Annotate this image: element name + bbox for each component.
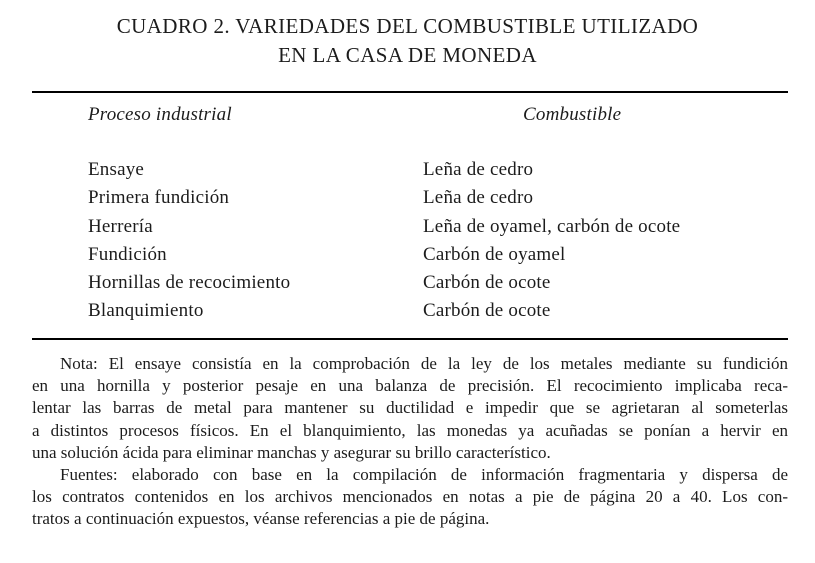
note-line: a distintos procesos físicos. En el blanquimiento, las monedas ya acuñadas se ponían a hervir en <box>32 420 788 440</box>
note-line: lentar las barras de metal para mantener su ductilidad e impedir que se agrietaran al someterlas <box>32 398 788 418</box>
table-row <box>0 300 815 328</box>
table-title <box>0 12 815 70</box>
cell-combustible: Carbón de ocote <box>423 272 551 294</box>
column-header-proceso: Proceso industrial <box>88 104 232 125</box>
cell-combustible: Carbón de ocote <box>423 300 551 322</box>
note-line: tratos a continuación expuestos, véanse referencias a pie de página. <box>32 509 490 529</box>
table-row <box>0 159 815 187</box>
bottom-rule <box>32 338 788 340</box>
cell-combustible: Carbón de oyamel <box>423 243 566 265</box>
cell-proceso: Hornillas de recocimiento <box>88 272 291 294</box>
notes <box>32 353 788 531</box>
cell-combustible: Leña de oyamel, carbón de ocote <box>423 215 681 237</box>
note-line: Nota: El ensaye consistía en la comprobación de la ley de los metales mediante su fundición <box>60 354 788 373</box>
cell-proceso: Primera fundición <box>88 187 230 209</box>
note-line: una solución ácida para eliminar manchas y asegurar su brillo característico. <box>32 442 551 462</box>
table-rows <box>0 159 815 329</box>
cell-combustible: Leña de cedro <box>423 187 534 209</box>
note-line: en una hornilla y posterior pesaje en una balanza de precisión. El recocimiento implicaba reca- <box>32 376 788 396</box>
cell-proceso: Ensaye <box>88 159 145 180</box>
cell-proceso: Herrería <box>88 215 153 237</box>
table-row <box>0 187 815 215</box>
cell-proceso: Fundición <box>88 243 167 265</box>
table-title-line1: CUADRO 2. VARIEDADES DEL COMBUSTIBLE UTILIZADO <box>116 14 699 38</box>
column-header-combustible: Combustible <box>523 104 622 125</box>
note-line: los contratos contenidos en los archivos mencionados en notas a pie de página 20 a 40. Los con- <box>32 487 788 507</box>
table-row <box>0 244 815 272</box>
table-row <box>0 216 815 244</box>
table-header-row <box>0 104 815 130</box>
table-title-line2: EN LA CASA DE MONEDA <box>278 43 537 67</box>
top-rule <box>32 91 788 93</box>
note-line: Fuentes: elaborado con base en la compilación de información fragmentaria y dispersa de <box>60 465 788 485</box>
cell-combustible: Leña de cedro <box>423 159 534 180</box>
table-row <box>0 272 815 300</box>
cell-proceso: Blanquimiento <box>88 300 204 322</box>
